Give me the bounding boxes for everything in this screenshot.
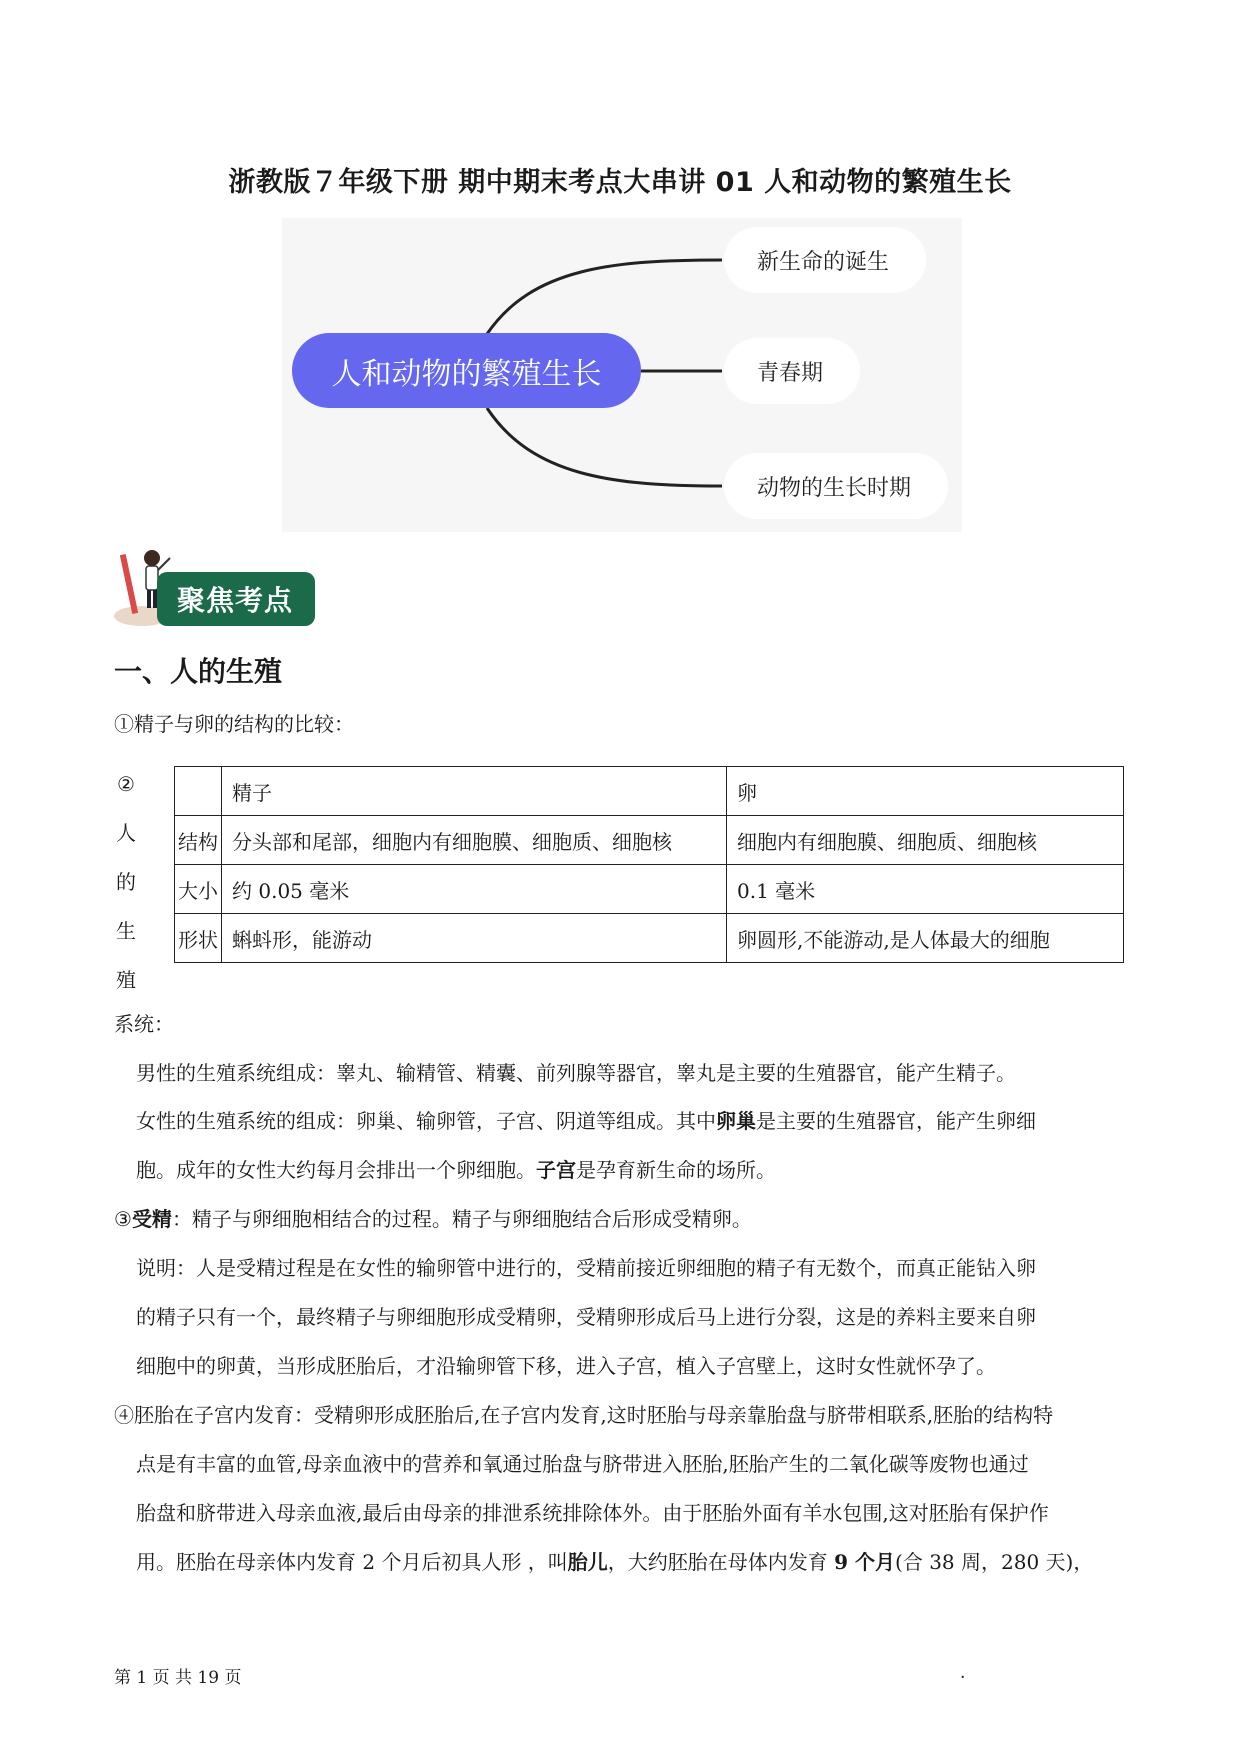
embryo-line-4 bbox=[136, 1546, 1093, 1575]
mind-map-node-birth: 新生命的诞生 bbox=[724, 227, 926, 293]
table-row bbox=[175, 816, 1124, 865]
bold-nine-months: 9 个月 bbox=[834, 1550, 896, 1574]
bold-fetus: 胎儿 bbox=[567, 1550, 608, 1574]
table-cell: 精子 bbox=[222, 767, 727, 816]
text-span: 女性的生殖系统的组成：卵巢、输卵管，子宫、阴道等组成。其中 bbox=[136, 1109, 716, 1133]
item-2-tail: 系统： bbox=[114, 1012, 174, 1036]
vertical-char: 生 bbox=[116, 919, 136, 943]
embryo-line-3: 胎盘和脐带进入母亲血液,最后由母亲的排泄系统排除体外。由于胚胎外面有羊水包围,这对胚胎有保护作 bbox=[136, 1501, 1049, 1525]
embryo-line-2: 点是有丰富的血管,母亲血液中的营养和氧通过胎盘与脐带进入胚胎,胚胎产生的二氧化碳等废物也通过 bbox=[136, 1452, 1029, 1476]
text-span: 是孕育新生命的场所。 bbox=[576, 1158, 776, 1182]
bold-ovary: 卵巢 bbox=[716, 1109, 756, 1133]
table-cell: 卵 bbox=[727, 767, 1124, 816]
note-line-1: 说明：人是受精过程是在女性的输卵管中进行的，受精前接近卵细胞的精子有无数个，而真正能钻入卵 bbox=[136, 1256, 1036, 1280]
table-row bbox=[175, 914, 1124, 963]
item-1: ①精子与卵的结构的比较： bbox=[114, 712, 354, 736]
bold-fertilization: 受精 bbox=[131, 1207, 172, 1231]
table-row bbox=[175, 865, 1124, 914]
fertilization-line bbox=[114, 1203, 752, 1232]
text-span: (合 38 周，280 天)， bbox=[895, 1550, 1094, 1574]
mind-map bbox=[282, 218, 962, 532]
table-cell: 0.1 毫米 bbox=[727, 865, 1124, 914]
table-cell: 结构 bbox=[175, 816, 222, 865]
table-cell: 约 0.05 毫米 bbox=[222, 865, 727, 914]
table-header-row bbox=[175, 767, 1124, 816]
female-system-line-2 bbox=[136, 1154, 776, 1183]
text-span: ：精子与卵细胞相结合的过程。精子与卵细胞结合后形成受精卵。 bbox=[171, 1207, 752, 1231]
text-span: 胞。成年的女性大约每月会排出一个卵细胞。 bbox=[136, 1158, 536, 1182]
focus-badge-label: 聚焦考点 bbox=[157, 572, 315, 626]
mind-map-node-animal-growth: 动物的生长时期 bbox=[724, 453, 948, 519]
note-line-2: 的精子只有一个，最终精子与卵细胞形成受精卵，受精卵形成后马上进行分裂，这是的养料主要来自卵 bbox=[136, 1305, 1036, 1329]
male-system-text: 男性的生殖系统组成：睾丸、输精管、精囊、前列腺等器官，睾丸是主要的生殖器官，能产生精子。 bbox=[136, 1061, 1016, 1085]
vertical-char: 的 bbox=[116, 870, 136, 894]
focus-badge bbox=[112, 544, 317, 630]
table-cell: 卵圆形,不能游动,是人体最大的细胞 bbox=[727, 914, 1124, 963]
text-span: ③ bbox=[114, 1207, 132, 1231]
section-heading: 一、人的生殖 bbox=[114, 655, 283, 688]
bold-uterus: 子宫 bbox=[536, 1158, 576, 1182]
female-system-line-1 bbox=[136, 1105, 1036, 1134]
mind-map-node-puberty: 青春期 bbox=[724, 338, 860, 404]
table-cell: 大小 bbox=[175, 865, 222, 914]
text-span: ，大约胚胎在母体内发育 bbox=[607, 1550, 835, 1574]
footer-dot: . bbox=[960, 1663, 966, 1683]
table-cell: 形状 bbox=[175, 914, 222, 963]
text-span: 用。胚胎在母亲体内发育 2 个月后初具人形 ，叫 bbox=[136, 1550, 568, 1574]
mind-map-center-node: 人和动物的繁殖生长 bbox=[292, 333, 641, 408]
table-cell bbox=[175, 767, 222, 816]
note-line-3: 细胞中的卵黄，当形成胚胎后，才沿输卵管下移，进入子宫，植入子宫壁上，这时女性就怀孕了。 bbox=[136, 1354, 996, 1378]
vertical-char: 人 bbox=[116, 821, 136, 845]
sperm-egg-table bbox=[174, 766, 1124, 963]
vertical-char: 殖 bbox=[116, 968, 136, 992]
embryo-line-1: ④胚胎在子宫内发育：受精卵形成胚胎后,在子宫内发育,这时胚胎与母亲靠胎盘与脐带相联系,胚胎的结构特 bbox=[114, 1403, 1054, 1427]
page-number: 第 1 页 共 19 页 bbox=[114, 1668, 242, 1688]
table-cell: 细胞内有细胞膜、细胞质、细胞核 bbox=[727, 816, 1124, 865]
table-cell: 蝌蚪形，能游动 bbox=[222, 914, 727, 963]
vertical-item-2 bbox=[114, 760, 138, 1005]
text-span: 是主要的生殖器官，能产生卵细 bbox=[756, 1109, 1036, 1133]
page-title: 浙教版７年级下册 期中期末考点大串讲 01 人和动物的繁殖生长 bbox=[228, 167, 1012, 198]
table-cell: 分头部和尾部，细胞内有细胞膜、细胞质、细胞核 bbox=[222, 816, 727, 865]
vertical-char: ② bbox=[117, 772, 135, 796]
